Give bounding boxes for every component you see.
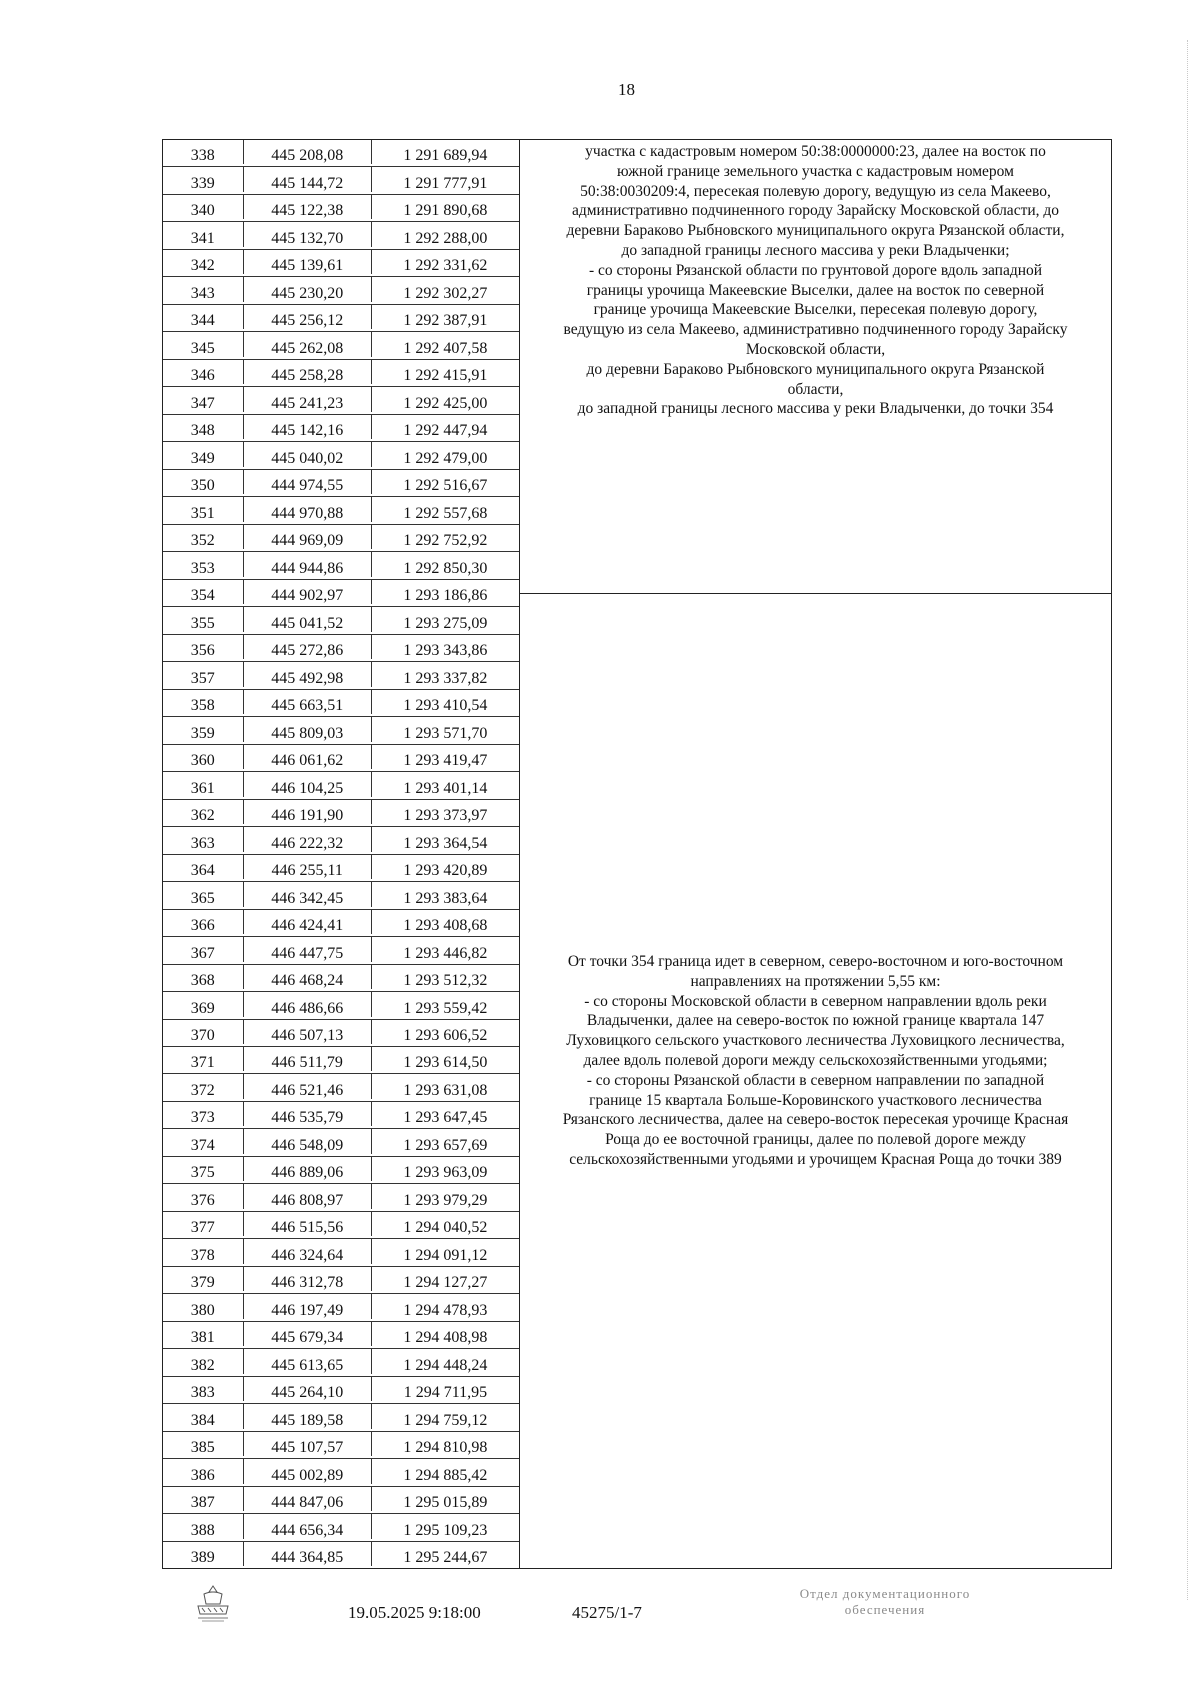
- coord-y-cell: 1 292 302,27: [371, 277, 519, 301]
- table-row: [163, 800, 519, 827]
- point-number-cell: 377: [190, 1219, 215, 1237]
- coord-x-cell: 446 511,79: [243, 1047, 371, 1071]
- point-number-cell: 355: [190, 614, 215, 632]
- coord-y-cell: 1 294 478,93: [371, 1294, 519, 1318]
- point-number-cell: 375: [190, 1164, 215, 1182]
- description-line: ведущую из села Макеево, административно подчиненного городу Зарайску: [563, 321, 1068, 339]
- coord-y-cell: 1 294 448,24: [371, 1349, 519, 1373]
- coord-x-cell: 446 255,11: [243, 855, 371, 879]
- coord-x-cell: 446 324,64: [243, 1239, 371, 1263]
- point-number-cell: 365: [190, 889, 215, 907]
- point-number-cell: 350: [190, 477, 215, 495]
- table-row: [163, 525, 519, 552]
- organization-logo-icon: [190, 1582, 236, 1626]
- description-line: Луховицкого сельского участкового лесничества Луховицкого лесничества,: [566, 1032, 1065, 1050]
- coord-y-cell: 1 294 408,98: [371, 1322, 519, 1346]
- coord-x-cell: 446 889,06: [243, 1157, 371, 1181]
- coord-x-cell: 445 041,52: [243, 607, 371, 631]
- coord-y-cell: 1 293 275,09: [371, 607, 519, 631]
- point-number-cell: 349: [190, 449, 215, 467]
- table-row: [163, 1542, 519, 1568]
- coord-x-cell: 444 656,34: [243, 1514, 371, 1538]
- coord-y-cell: 1 291 689,94: [371, 140, 519, 164]
- coord-x-cell: 445 122,38: [243, 195, 371, 219]
- description-line: - со стороны Московской области в северном направлении вдоль реки: [584, 992, 1047, 1010]
- table-row: [163, 690, 519, 717]
- point-number-cell: 382: [190, 1356, 215, 1374]
- table-row: [163, 580, 519, 607]
- table-row: [163, 1514, 519, 1541]
- description-line: сельскохозяйственными угодьями и урочищем Красная Роща до точки 389: [569, 1150, 1062, 1168]
- table-row: [163, 1322, 519, 1349]
- point-number-cell: 368: [190, 972, 215, 990]
- coord-x-cell: 445 272,86: [243, 635, 371, 659]
- point-number-cell: 383: [190, 1384, 215, 1402]
- coordinates-table: [162, 139, 1112, 1569]
- description-line: до западной границы лесного массива у реки Владыченки, до точки 354: [577, 400, 1054, 418]
- coord-x-cell: 446 468,24: [243, 965, 371, 989]
- coord-y-cell: 1 291 890,68: [371, 195, 519, 219]
- table-row: [163, 1102, 519, 1129]
- table-row: [163, 470, 519, 497]
- table-row: [163, 910, 519, 937]
- coord-x-cell: 446 061,62: [243, 745, 371, 769]
- point-number-cell: 367: [190, 944, 215, 962]
- point-number-cell: 380: [190, 1301, 215, 1319]
- coord-x-cell: 445 208,08: [243, 140, 371, 164]
- coord-x-cell: 446 424,41: [243, 910, 371, 934]
- point-number-cell: 388: [190, 1521, 215, 1539]
- coord-y-cell: 1 294 885,42: [371, 1459, 519, 1483]
- table-row: [163, 1074, 519, 1101]
- coord-y-cell: 1 293 446,82: [371, 937, 519, 961]
- boundary-description-1: [520, 142, 1111, 419]
- description-line: Московской области,: [745, 340, 886, 358]
- table-row: [163, 882, 519, 909]
- footer-datetime: 19.05.2025 9:18:00: [348, 1603, 481, 1622]
- coord-y-cell: 1 294 711,95: [371, 1377, 519, 1401]
- coord-y-cell: 1 292 516,67: [371, 470, 519, 494]
- point-number-cell: 342: [190, 257, 215, 275]
- point-number-cell: 353: [190, 559, 215, 577]
- table-row: [163, 992, 519, 1019]
- coord-y-cell: 1 293 571,70: [371, 717, 519, 741]
- coord-y-cell: 1 293 512,32: [371, 965, 519, 989]
- table-row: [163, 717, 519, 744]
- coord-x-cell: 445 663,51: [243, 690, 371, 714]
- point-number-cell: 379: [190, 1274, 215, 1292]
- coord-y-cell: 1 293 559,42: [371, 992, 519, 1016]
- stamp-line-1: Отдел документационного: [799, 1586, 971, 1601]
- point-number-cell: 352: [190, 532, 215, 550]
- table-row: [163, 745, 519, 772]
- point-number-cell: 378: [190, 1246, 215, 1264]
- coord-x-cell: 446 191,90: [243, 800, 371, 824]
- table-row: [163, 250, 519, 277]
- table-row: [163, 1239, 519, 1266]
- table-row: [163, 1294, 519, 1321]
- table-row: [163, 305, 519, 332]
- point-number-cell: 345: [190, 339, 215, 357]
- point-number-cell: 363: [190, 834, 215, 852]
- coord-y-cell: 1 294 759,12: [371, 1404, 519, 1428]
- table-row: [163, 332, 519, 359]
- coord-x-cell: 446 507,13: [243, 1020, 371, 1044]
- coord-x-cell: 444 944,86: [243, 552, 371, 576]
- description-line: - со стороны Рязанской области по грунтовой дороге вдоль западной: [588, 261, 1043, 279]
- footer-doc-number: 45275/1-7: [572, 1603, 642, 1622]
- coord-y-cell: 1 292 752,92: [371, 525, 519, 549]
- table-row: [163, 1267, 519, 1294]
- coordinates-rows: [163, 140, 519, 1568]
- coord-x-cell: 446 521,46: [243, 1074, 371, 1098]
- coord-x-cell: 446 197,49: [243, 1294, 371, 1318]
- coord-y-cell: 1 292 447,94: [371, 415, 519, 439]
- coord-x-cell: 446 515,56: [243, 1212, 371, 1236]
- coord-y-cell: 1 293 606,52: [371, 1020, 519, 1044]
- table-row: [163, 1020, 519, 1047]
- description-line: участка с кадастровым номером 50:38:0000000:23, далее на восток по: [585, 143, 1046, 160]
- coord-y-cell: 1 293 383,64: [371, 882, 519, 906]
- point-number-cell: 361: [190, 779, 215, 797]
- point-number-cell: 384: [190, 1411, 215, 1429]
- description-line: границе 15 квартала Больше-Коровинского участкового лесничества: [589, 1091, 1042, 1109]
- description-line: границе урочища Макеевские Выселки, пересекая полевую дорогу,: [593, 301, 1038, 319]
- table-row: [163, 1404, 519, 1431]
- point-number-cell: 372: [190, 1081, 215, 1099]
- coord-y-cell: 1 293 963,09: [371, 1157, 519, 1181]
- coord-x-cell: 445 679,34: [243, 1322, 371, 1346]
- table-row: [163, 937, 519, 964]
- point-number-cell: 374: [190, 1136, 215, 1154]
- description-line: Рязанского лесничества, далее на северо-восток пересекая урочище Красная: [562, 1111, 1069, 1129]
- coord-y-cell: 1 294 127,27: [371, 1267, 519, 1291]
- description-line: От точки 354 граница идет в северном, северо-восточном и юго-восточном: [567, 953, 1064, 970]
- point-number-cell: 348: [190, 422, 215, 440]
- coord-x-cell: 445 258,28: [243, 360, 371, 384]
- table-row: [163, 1212, 519, 1239]
- coord-x-cell: 445 002,89: [243, 1459, 371, 1483]
- table-row: [163, 277, 519, 304]
- coord-y-cell: 1 293 373,97: [371, 800, 519, 824]
- scan-edge-marks: [1187, 40, 1192, 1600]
- boundary-description-2: [520, 952, 1111, 1170]
- coord-x-cell: 445 189,58: [243, 1404, 371, 1428]
- point-number-cell: 356: [190, 642, 215, 660]
- boundary-description-column: [519, 140, 1111, 1568]
- table-row: [163, 140, 519, 167]
- description-line: - со стороны Рязанской области в северном направлении по западной: [586, 1071, 1045, 1089]
- page-number: 18: [618, 80, 635, 99]
- coord-y-cell: 1 293 410,54: [371, 690, 519, 714]
- point-number-cell: 385: [190, 1439, 215, 1457]
- coord-y-cell: 1 292 288,00: [371, 222, 519, 246]
- point-number-cell: 386: [190, 1466, 215, 1484]
- description-line: границы урочища Макеевские Выселки, далее на восток по северной: [586, 281, 1045, 299]
- coord-y-cell: 1 293 186,86: [371, 580, 519, 604]
- coord-x-cell: 444 902,97: [243, 580, 371, 604]
- table-row: [163, 222, 519, 249]
- point-number-cell: 381: [190, 1329, 215, 1347]
- coord-x-cell: 444 970,88: [243, 497, 371, 521]
- description-line: Владыченки, далее на северо-восток по южной границе квартала 147: [586, 1012, 1045, 1030]
- coord-y-cell: 1 293 657,69: [371, 1129, 519, 1153]
- point-number-cell: 359: [190, 724, 215, 742]
- coord-y-cell: 1 293 343,86: [371, 635, 519, 659]
- stamp-line-2: обеспечения: [844, 1602, 926, 1617]
- coord-x-cell: 445 139,61: [243, 250, 371, 274]
- coord-x-cell: 445 613,65: [243, 1349, 371, 1373]
- table-row: [163, 360, 519, 387]
- coord-x-cell: 446 342,45: [243, 882, 371, 906]
- point-number-cell: 373: [190, 1109, 215, 1127]
- point-number-cell: 371: [190, 1054, 215, 1072]
- table-row: [163, 1349, 519, 1376]
- point-number-cell: 389: [190, 1549, 215, 1567]
- description-line: Роща до ее восточной границы, далее по полевой дороге между: [605, 1131, 1026, 1149]
- description-line: южной границе земельного участка с кадастровым номером: [617, 162, 1014, 180]
- point-number-cell: 340: [190, 202, 215, 220]
- point-number-cell: 364: [190, 862, 215, 880]
- coord-y-cell: 1 292 407,58: [371, 332, 519, 356]
- coord-x-cell: 445 132,70: [243, 222, 371, 246]
- table-row: [163, 855, 519, 882]
- description-line: до западной границы лесного массива у реки Владыченки;: [621, 241, 1010, 259]
- table-row: [163, 1432, 519, 1459]
- coord-x-cell: 446 535,79: [243, 1102, 371, 1126]
- coord-y-cell: 1 293 364,54: [371, 827, 519, 851]
- table-row: [163, 1377, 519, 1404]
- coord-x-cell: 445 144,72: [243, 167, 371, 191]
- coord-x-cell: 445 040,02: [243, 442, 371, 466]
- point-number-cell: 351: [190, 504, 215, 522]
- point-number-cell: 358: [190, 697, 215, 715]
- coord-x-cell: 446 312,78: [243, 1267, 371, 1291]
- department-stamp: [740, 1586, 1030, 1618]
- coord-y-cell: 1 293 401,14: [371, 772, 519, 796]
- coord-x-cell: 446 447,75: [243, 937, 371, 961]
- table-row: [163, 1047, 519, 1074]
- description-line: далее вдоль полевой дороги между сельскохозяйственными угодьями;: [583, 1051, 1048, 1069]
- point-number-cell: 338: [190, 147, 215, 165]
- coord-y-cell: 1 292 850,30: [371, 552, 519, 576]
- coord-y-cell: 1 292 331,62: [371, 250, 519, 274]
- point-number-cell: 370: [190, 1026, 215, 1044]
- table-row: [163, 662, 519, 689]
- coord-x-cell: 446 486,66: [243, 992, 371, 1016]
- coord-y-cell: 1 295 015,89: [371, 1487, 519, 1511]
- table-row: [163, 195, 519, 222]
- table-row: [163, 1459, 519, 1486]
- point-number-cell: 354: [190, 587, 215, 605]
- coord-y-cell: 1 294 040,52: [371, 1212, 519, 1236]
- point-number-cell: 347: [190, 394, 215, 412]
- coord-x-cell: 445 492,98: [243, 662, 371, 686]
- coord-y-cell: 1 293 647,45: [371, 1102, 519, 1126]
- table-row: [163, 552, 519, 579]
- coord-y-cell: 1 292 479,00: [371, 442, 519, 466]
- coord-x-cell: 446 222,32: [243, 827, 371, 851]
- point-number-cell: 357: [190, 669, 215, 687]
- point-number-cell: 343: [190, 284, 215, 302]
- point-number-cell: 376: [190, 1191, 215, 1209]
- coord-y-cell: 1 293 337,82: [371, 662, 519, 686]
- table-row: [163, 607, 519, 634]
- coord-x-cell: 445 142,16: [243, 415, 371, 439]
- description-line: 50:38:0030209:4, пересекая полевую дорогу, ведущую из села Макеево,: [580, 182, 1051, 200]
- table-row: [163, 497, 519, 524]
- description-line: административно подчиненного городу Зарайску Московской области, до: [571, 202, 1060, 220]
- coord-y-cell: 1 295 244,67: [371, 1542, 519, 1566]
- point-number-cell: 360: [190, 752, 215, 770]
- coord-y-cell: 1 295 109,23: [371, 1514, 519, 1538]
- coord-y-cell: 1 293 420,89: [371, 855, 519, 879]
- table-row: [163, 635, 519, 662]
- coord-y-cell: 1 293 979,29: [371, 1184, 519, 1208]
- coord-y-cell: 1 292 387,91: [371, 305, 519, 329]
- coord-y-cell: 1 294 810,98: [371, 1432, 519, 1456]
- point-number-cell: 344: [190, 312, 215, 330]
- description-divider: [520, 593, 1111, 594]
- coord-x-cell: 445 107,57: [243, 1432, 371, 1456]
- coord-x-cell: 446 104,25: [243, 772, 371, 796]
- point-number-cell: 339: [190, 174, 215, 192]
- coord-x-cell: 445 262,08: [243, 332, 371, 356]
- coord-y-cell: 1 291 777,91: [371, 167, 519, 191]
- table-row: [163, 1157, 519, 1184]
- coord-y-cell: 1 292 425,00: [371, 387, 519, 411]
- coord-x-cell: 445 264,10: [243, 1377, 371, 1401]
- table-row: [163, 1487, 519, 1514]
- coord-x-cell: 446 808,97: [243, 1184, 371, 1208]
- coord-y-cell: 1 293 631,08: [371, 1074, 519, 1098]
- point-number-cell: 341: [190, 229, 215, 247]
- description-line: области,: [787, 380, 844, 398]
- coord-y-cell: 1 294 091,12: [371, 1239, 519, 1263]
- table-row: [163, 167, 519, 194]
- table-row: [163, 772, 519, 799]
- coord-x-cell: 444 364,85: [243, 1542, 371, 1566]
- table-row: [163, 1129, 519, 1156]
- point-number-cell: 366: [190, 917, 215, 935]
- description-line: деревни Бараково Рыбновского муниципального округа Рязанской области,: [566, 222, 1065, 240]
- point-number-cell: 369: [190, 999, 215, 1017]
- coord-x-cell: 446 548,09: [243, 1129, 371, 1153]
- coord-x-cell: 444 974,55: [243, 470, 371, 494]
- coord-y-cell: 1 292 557,68: [371, 497, 519, 521]
- table-row: [163, 442, 519, 469]
- coord-x-cell: 444 969,09: [243, 525, 371, 549]
- coord-x-cell: 444 847,06: [243, 1487, 371, 1511]
- coord-y-cell: 1 293 614,50: [371, 1047, 519, 1071]
- description-line: до деревни Бараково Рыбновского муниципального округа Рязанской: [586, 360, 1045, 378]
- coord-y-cell: 1 293 408,68: [371, 910, 519, 934]
- coord-y-cell: 1 292 415,91: [371, 360, 519, 384]
- table-row: [163, 1184, 519, 1211]
- table-row: [163, 965, 519, 992]
- table-row: [163, 387, 519, 414]
- coord-x-cell: 445 256,12: [243, 305, 371, 329]
- coord-x-cell: 445 241,23: [243, 387, 371, 411]
- point-number-cell: 346: [190, 367, 215, 385]
- coord-y-cell: 1 293 419,47: [371, 745, 519, 769]
- description-line: направлениях на протяжении 5,55 км:: [690, 972, 941, 990]
- coord-x-cell: 445 809,03: [243, 717, 371, 741]
- table-row: [163, 827, 519, 854]
- coord-x-cell: 445 230,20: [243, 277, 371, 301]
- table-row: [163, 415, 519, 442]
- point-number-cell: 362: [190, 807, 215, 825]
- point-number-cell: 387: [190, 1494, 215, 1512]
